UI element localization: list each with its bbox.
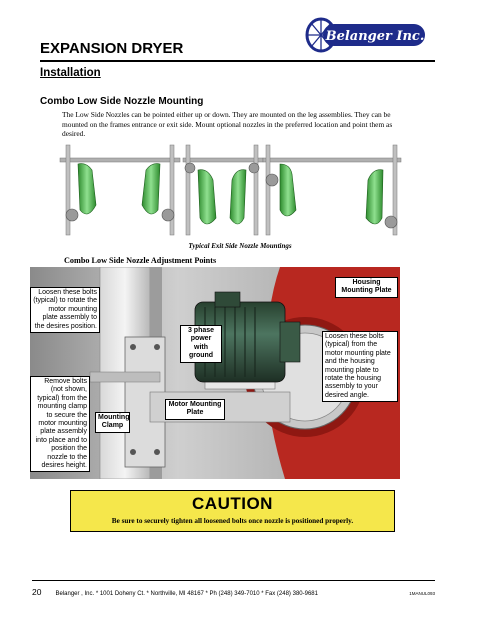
footer-contact: Belanger , Inc. * 1001 Doheny Ct. * Northville, MI 48167 * Ph (248) 349-7010 * Fax (248) 380-9681 <box>55 591 318 597</box>
callout-three-phase-power: 3 phase power with ground <box>180 325 222 363</box>
figure-right <box>263 145 401 235</box>
nozzle-mounting-figures <box>58 140 403 240</box>
footer <box>32 587 435 597</box>
company-logo <box>305 10 427 60</box>
figure-middle <box>183 145 263 235</box>
figure-caption: Typical Exit Side Nozzle Mountings <box>188 242 292 250</box>
subsection-title: Combo Low Side Nozzle Mounting <box>40 96 204 107</box>
callout-remove-bolts: Remove bolts (not shown, typical) from the mounting clamp to secure the motor mounting plate assembly into place and to position the nozzle to the desires height. <box>30 376 90 472</box>
footer-rule <box>32 580 435 581</box>
callout-housing-mounting-plate: Housing Mounting Plate <box>335 277 398 298</box>
nozzle-adjustment-photo <box>30 267 400 479</box>
page-number: 20 <box>32 587 42 597</box>
caution-title: CAUTION <box>192 494 273 513</box>
figure-left <box>60 145 180 235</box>
callout-motor-mounting-plate: Motor Mounting Plate <box>165 399 225 420</box>
instruction-paragraph: The Low Side Nozzles can be pointed either up or down. They are mounted on the leg assemblies. They can be mounted on the frames entrance or exit side. Mount optional nozzles in the preferred location and point them as desired. <box>62 110 393 138</box>
section-title: Installation <box>40 67 101 79</box>
photo-title: Combo Low Side Nozzle Adjustment Points <box>64 256 217 265</box>
callout-mounting-clamp: Mounting Clamp <box>95 412 130 433</box>
callout-loosen-bolts-left: Loosen these bolts (typical) to rotate the motor mounting plate assembly to the desires position. <box>30 287 100 333</box>
callout-loosen-bolts-right: Loosen these bolts (typical) from the motor mounting plate and the housing mounting plate to rotate the housing assembly to your desired angle. <box>322 331 398 402</box>
caution-box <box>70 490 395 532</box>
logo-text: Belanger Inc. <box>325 29 425 44</box>
document-title: EXPANSION DRYER <box>40 40 184 57</box>
document-code: 1MANUL093 <box>409 591 435 596</box>
caution-text: Be sure to securely tighten all loosened bolts once nozzle is positioned properly. <box>111 517 354 525</box>
title-rule <box>40 60 435 62</box>
